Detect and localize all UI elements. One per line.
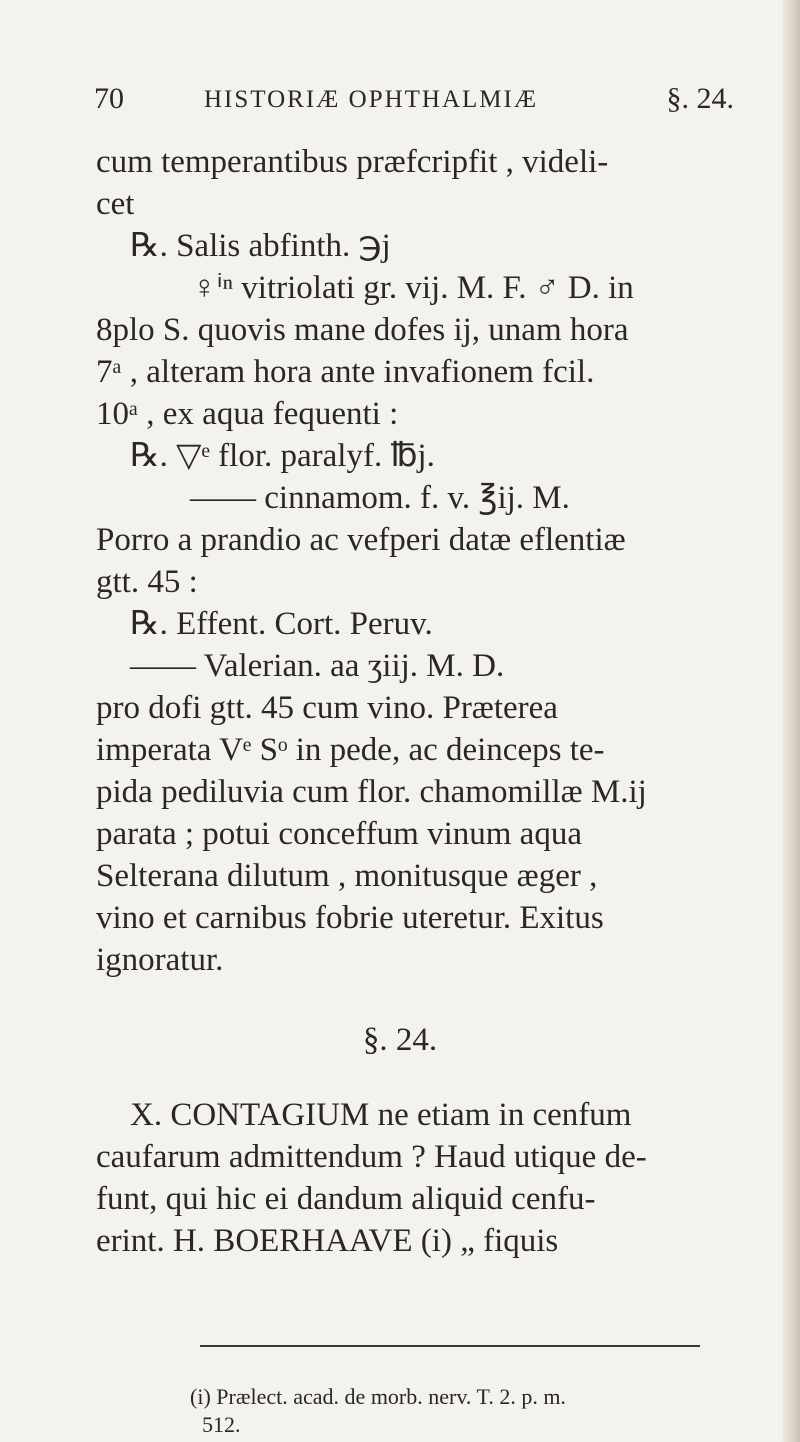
running-header <box>94 82 734 122</box>
page-number: 70 <box>94 82 124 115</box>
footnote-rule <box>200 1345 700 1347</box>
text-line: ℞. Effent. Cort. Peruv. <box>130 606 433 642</box>
text-line: 8plo S. quovis mane dofes ij, unam hora <box>96 312 629 348</box>
footnote-line: 512. <box>202 1412 241 1437</box>
text-line: ♀ⁱⁿ vitriolati gr. vij. M. F. ♂ D. in <box>192 270 634 306</box>
text-line: imperata Vᵉ Sᵒ in pede, ac deinceps te- <box>96 732 605 768</box>
text-line: ignoratur. <box>96 942 224 978</box>
text-line: vino et carnibus fobrie uteretur. Exitus <box>96 900 604 936</box>
text-line: gtt. 45 : <box>96 564 198 600</box>
text-line: pida pediluvia cum flor. chamomillæ M.ij <box>96 774 647 810</box>
text-line: Porro a prandio ac vefperi datæ eflentiæ <box>96 522 626 558</box>
text-line: caufarum admittendum ? Haud utique de- <box>96 1139 647 1175</box>
text-line: pro dofi gtt. 45 cum vino. Præterea <box>96 690 558 726</box>
text-line: ℞. ▽ᵉ flor. paralyf. ℔j. <box>130 438 435 474</box>
text-line: ℞. Salis abfinth. ℈j <box>130 228 391 264</box>
text-line: funt, qui hic ei dandum aliquid cenfu- <box>96 1181 596 1217</box>
page-edge-shadow <box>782 0 800 1442</box>
text-line: erint. H. BOERHAAVE (i) „ fiquis <box>96 1223 559 1259</box>
text-line: 7ᵃ , alteram hora ante invafionem fcil. <box>96 354 595 390</box>
section-reference: §. 24. <box>666 82 734 115</box>
text-line: 10ᵃ , ex aqua fequenti : <box>96 396 399 432</box>
text-line: X. CONTAGIUM ne etiam in cenfum <box>130 1097 632 1133</box>
text-line: Selterana dilutum , monitusque æger , <box>96 858 598 894</box>
text-line: cum temperantibus præfcripfit , videli- <box>96 144 609 180</box>
section-heading: §. 24. <box>362 1022 438 1058</box>
text-line: cet <box>96 186 135 222</box>
text-line: parata ; potui conceffum vinum aqua <box>96 816 582 852</box>
footnote-line: (i) Prælect. acad. de morb. nerv. T. 2. p. m. <box>190 1384 566 1409</box>
text-line: —— cinnamom. f. v. ℥ij. M. <box>190 480 570 516</box>
running-title: HISTORIÆ OPHTHALMIÆ <box>204 86 539 113</box>
text-line: —— Valerian. aa ʒiij. M. D. <box>130 648 505 684</box>
